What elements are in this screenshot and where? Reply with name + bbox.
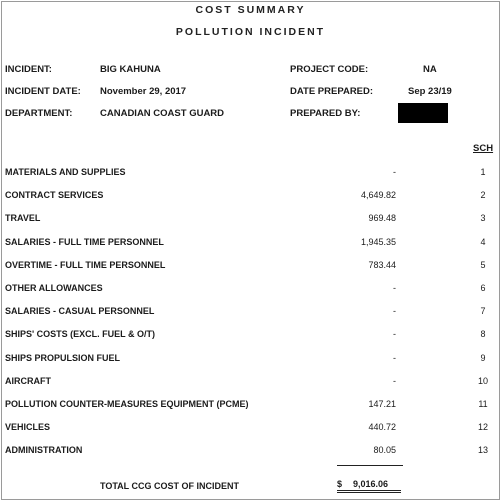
row-sch-number: 2 xyxy=(480,190,486,200)
row-sch-number: 10 xyxy=(477,376,488,386)
total-rule xyxy=(337,465,403,466)
project-code-label: PROJECT CODE: xyxy=(290,64,369,75)
incident-date-label: INCIDENT DATE: xyxy=(5,86,81,97)
document-title: COST SUMMARY xyxy=(195,4,306,16)
row-sch-number: 12 xyxy=(477,422,488,432)
row-sch-number: 6 xyxy=(480,283,486,293)
row-amount: 1,945.35 xyxy=(360,237,396,247)
row-label: AIRCRAFT xyxy=(5,376,51,386)
prepared-by-label: PREPARED BY: xyxy=(290,108,361,119)
row-sch-number: 3 xyxy=(480,213,486,223)
total-amount xyxy=(337,479,401,493)
department-value: CANADIAN COAST GUARD xyxy=(100,108,225,119)
row-label: CONTRACT SERVICES xyxy=(5,190,104,200)
row-amount: - xyxy=(393,306,396,316)
total-value: 9,016.06 xyxy=(353,479,389,489)
row-label: VEHICLES xyxy=(5,422,51,432)
row-sch-number: 8 xyxy=(480,329,486,339)
row-sch-number: 13 xyxy=(477,445,488,455)
row-amount: 783.44 xyxy=(368,260,396,270)
row-label: MATERIALS AND SUPPLIES xyxy=(5,167,126,177)
row-amount: 440.72 xyxy=(368,422,396,432)
row-label: SALARIES - CASUAL PERSONNEL xyxy=(5,306,155,316)
row-label: SALARIES - FULL TIME PERSONNEL xyxy=(5,237,164,247)
row-sch-number: 11 xyxy=(478,399,488,409)
row-label: SHIPS' COSTS (EXCL. FUEL & O/T) xyxy=(5,329,155,339)
document-subtitle: POLLUTION INCIDENT xyxy=(175,26,326,38)
row-label: OTHER ALLOWANCES xyxy=(5,283,103,293)
row-label: SHIPS PROPULSION FUEL xyxy=(5,353,121,363)
row-amount: 4,649.82 xyxy=(360,190,396,200)
row-amount: 80.05 xyxy=(373,445,396,455)
department-label: DEPARTMENT: xyxy=(5,108,73,119)
sch-column-header: SCH xyxy=(473,143,494,154)
page-frame xyxy=(1,1,500,500)
row-sch-number: 4 xyxy=(480,237,486,247)
row-label: ADMINISTRATION xyxy=(5,445,83,455)
redacted-name-block xyxy=(398,103,448,123)
row-amount: - xyxy=(393,353,396,363)
row-amount: - xyxy=(393,376,396,386)
row-amount: - xyxy=(393,283,396,293)
row-sch-number: 7 xyxy=(480,306,486,316)
date-prepared-label: DATE PREPARED: xyxy=(290,86,374,97)
project-code-value: NA xyxy=(423,64,437,75)
row-sch-number: 9 xyxy=(480,353,486,363)
row-label: POLLUTION COUNTER-MEASURES EQUIPMENT (PCME) xyxy=(5,399,249,409)
date-prepared-value: Sep 23/19 xyxy=(408,86,452,97)
row-sch-number: 1 xyxy=(480,167,486,177)
total-currency: $ xyxy=(337,479,343,489)
row-amount: - xyxy=(393,167,396,177)
incident-value: BIG KAHUNA xyxy=(100,64,161,75)
total-label: TOTAL CCG COST OF INCIDENT xyxy=(100,481,239,491)
row-label: TRAVEL xyxy=(5,213,41,223)
row-amount: 147.21 xyxy=(368,399,396,409)
row-sch-number: 5 xyxy=(480,260,486,270)
row-amount: 969.48 xyxy=(368,213,396,223)
incident-date-value: November 29, 2017 xyxy=(100,86,187,97)
row-amount: - xyxy=(393,329,396,339)
incident-label: INCIDENT: xyxy=(5,64,52,75)
row-label: OVERTIME - FULL TIME PERSONNEL xyxy=(5,260,166,270)
